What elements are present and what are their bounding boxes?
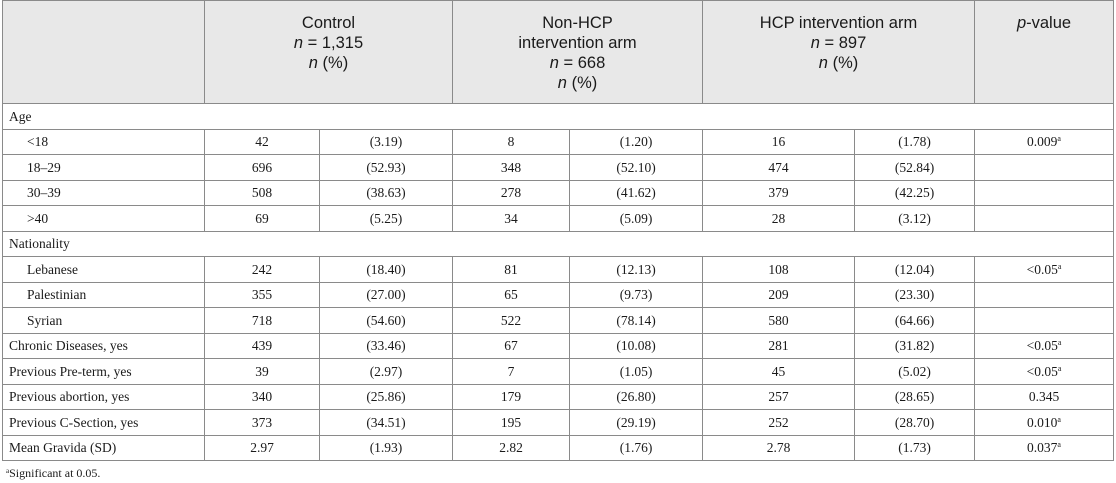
control-pct: (5.25) [320,206,453,232]
table-row [3,308,1114,334]
row-label: 18–29 [3,155,205,181]
control-pct: (3.19) [320,129,453,155]
control-pct: (34.51) [320,410,453,436]
hcp-pct: (1.73) [855,435,975,461]
table-row [3,410,1114,436]
control-n: 355 [205,282,320,308]
p-value: 0.010$^a$ [975,410,1114,436]
row-label: Lebanese [3,257,205,283]
section-row-age [3,104,1114,130]
table-row [3,206,1114,232]
control-n: 340 [205,384,320,410]
p-value [975,308,1114,334]
control-n: 69 [205,206,320,232]
header-non-hcp-n: n = 668 [549,54,606,72]
p-value: <0.05$^a$ [975,257,1114,283]
row-label: >40 [3,206,205,232]
table-row [3,155,1114,181]
non-hcp-n: 2.82 [453,435,570,461]
control-n: 439 [205,333,320,359]
row-label: Previous Pre-term, yes [3,359,205,385]
header-non-hcp-pct: n (%) [557,74,598,92]
non-hcp-n: 522 [453,308,570,334]
p-value: <0.05$^a$ [975,333,1114,359]
non-hcp-n: 195 [453,410,570,436]
p-value: <0.05$^a$ [975,359,1114,385]
non-hcp-n: 67 [453,333,570,359]
row-label: Chronic Diseases, yes [3,333,205,359]
hcp-pct: (31.82) [855,333,975,359]
control-pct: (1.93) [320,435,453,461]
hcp-pct: (52.84) [855,155,975,181]
header-row [3,1,1114,104]
row-label: Mean Gravida (SD) [3,435,205,461]
hcp-n: 379 [703,180,855,206]
non-hcp-n: 278 [453,180,570,206]
hcp-n: 580 [703,308,855,334]
control-n: 42 [205,129,320,155]
hcp-n: 209 [703,282,855,308]
hcp-n: 281 [703,333,855,359]
non-hcp-pct: (1.20) [570,129,703,155]
non-hcp-n: 65 [453,282,570,308]
control-pct: (54.60) [320,308,453,334]
row-label: <18 [3,129,205,155]
table-row [3,435,1114,461]
data-table [2,0,1114,461]
footnote-text: Significant at 0.05. [9,466,101,480]
control-pct: (33.46) [320,333,453,359]
row-label: Palestinian [3,282,205,308]
non-hcp-pct: (29.19) [570,410,703,436]
table-row [3,282,1114,308]
header-hcp-title: HCP intervention arm [759,14,918,32]
control-n: 508 [205,180,320,206]
control-n: 39 [205,359,320,385]
non-hcp-pct: (52.10) [570,155,703,181]
hcp-pct: (64.66) [855,308,975,334]
table-row [3,384,1114,410]
control-n: 696 [205,155,320,181]
control-n: 718 [205,308,320,334]
row-label: Previous abortion, yes [3,384,205,410]
control-n: 242 [205,257,320,283]
header-pvalue-p: p [1016,14,1027,32]
table-row [3,257,1114,283]
non-hcp-n: 8 [453,129,570,155]
header-pvalue [975,1,1114,104]
p-value: 0.009$^a$ [975,129,1114,155]
control-pct: (2.97) [320,359,453,385]
hcp-n: 252 [703,410,855,436]
header-control-n: n = 1,315 [293,34,364,52]
control-pct: (52.93) [320,155,453,181]
non-hcp-pct: (12.13) [570,257,703,283]
non-hcp-pct: (9.73) [570,282,703,308]
control-pct: (25.86) [320,384,453,410]
hcp-n: 28 [703,206,855,232]
header-non-hcp-title-1: Non-HCP [542,14,613,32]
hcp-pct: (23.30) [855,282,975,308]
control-n: 2.97 [205,435,320,461]
table-row [3,333,1114,359]
header-pvalue-suffix: -value [1026,14,1072,32]
row-label: 30–39 [3,180,205,206]
header-control-pct: n (%) [308,54,349,72]
p-value [975,206,1114,232]
non-hcp-pct: (1.05) [570,359,703,385]
p-value [975,180,1114,206]
non-hcp-n: 34 [453,206,570,232]
non-hcp-pct: (1.76) [570,435,703,461]
section-label-age: Age [3,104,1114,130]
table-row [3,129,1114,155]
control-n: 373 [205,410,320,436]
control-pct: (38.63) [320,180,453,206]
hcp-pct: (3.12) [855,206,975,232]
non-hcp-n: 348 [453,155,570,181]
p-value: 0.037$^a$ [975,435,1114,461]
hcp-n: 2.78 [703,435,855,461]
section-label-nationality: Nationality [3,231,1114,257]
non-hcp-pct: (41.62) [570,180,703,206]
hcp-n: 257 [703,384,855,410]
p-value: 0.345 [975,384,1114,410]
hcp-pct: (1.78) [855,129,975,155]
p-value [975,282,1114,308]
hcp-n: 108 [703,257,855,283]
control-pct: (27.00) [320,282,453,308]
footnote [6,466,100,481]
header-non-hcp [453,1,703,104]
non-hcp-n: 7 [453,359,570,385]
table-row [3,180,1114,206]
hcp-pct: (12.04) [855,257,975,283]
hcp-n: 474 [703,155,855,181]
header-empty-cell [3,1,205,104]
non-hcp-pct: (5.09) [570,206,703,232]
header-hcp-pct: n (%) [818,54,859,72]
hcp-pct: (28.70) [855,410,975,436]
header-non-hcp-title-2: intervention arm [518,34,637,52]
section-row-nationality [3,231,1114,257]
row-label: Previous C-Section, yes [3,410,205,436]
non-hcp-n: 81 [453,257,570,283]
header-hcp [703,1,975,104]
hcp-n: 16 [703,129,855,155]
hcp-pct: (28.65) [855,384,975,410]
row-label: Syrian [3,308,205,334]
control-pct: (18.40) [320,257,453,283]
table-body [3,104,1114,461]
hcp-pct: (5.02) [855,359,975,385]
hcp-pct: (42.25) [855,180,975,206]
non-hcp-pct: (26.80) [570,384,703,410]
p-value [975,155,1114,181]
footnote-marker: a [6,467,10,475]
header-control-title: Control [301,14,356,32]
table-row [3,359,1114,385]
non-hcp-pct: (10.08) [570,333,703,359]
hcp-n: 45 [703,359,855,385]
header-hcp-n: n = 897 [810,34,867,52]
header-control [205,1,453,104]
non-hcp-n: 179 [453,384,570,410]
non-hcp-pct: (78.14) [570,308,703,334]
